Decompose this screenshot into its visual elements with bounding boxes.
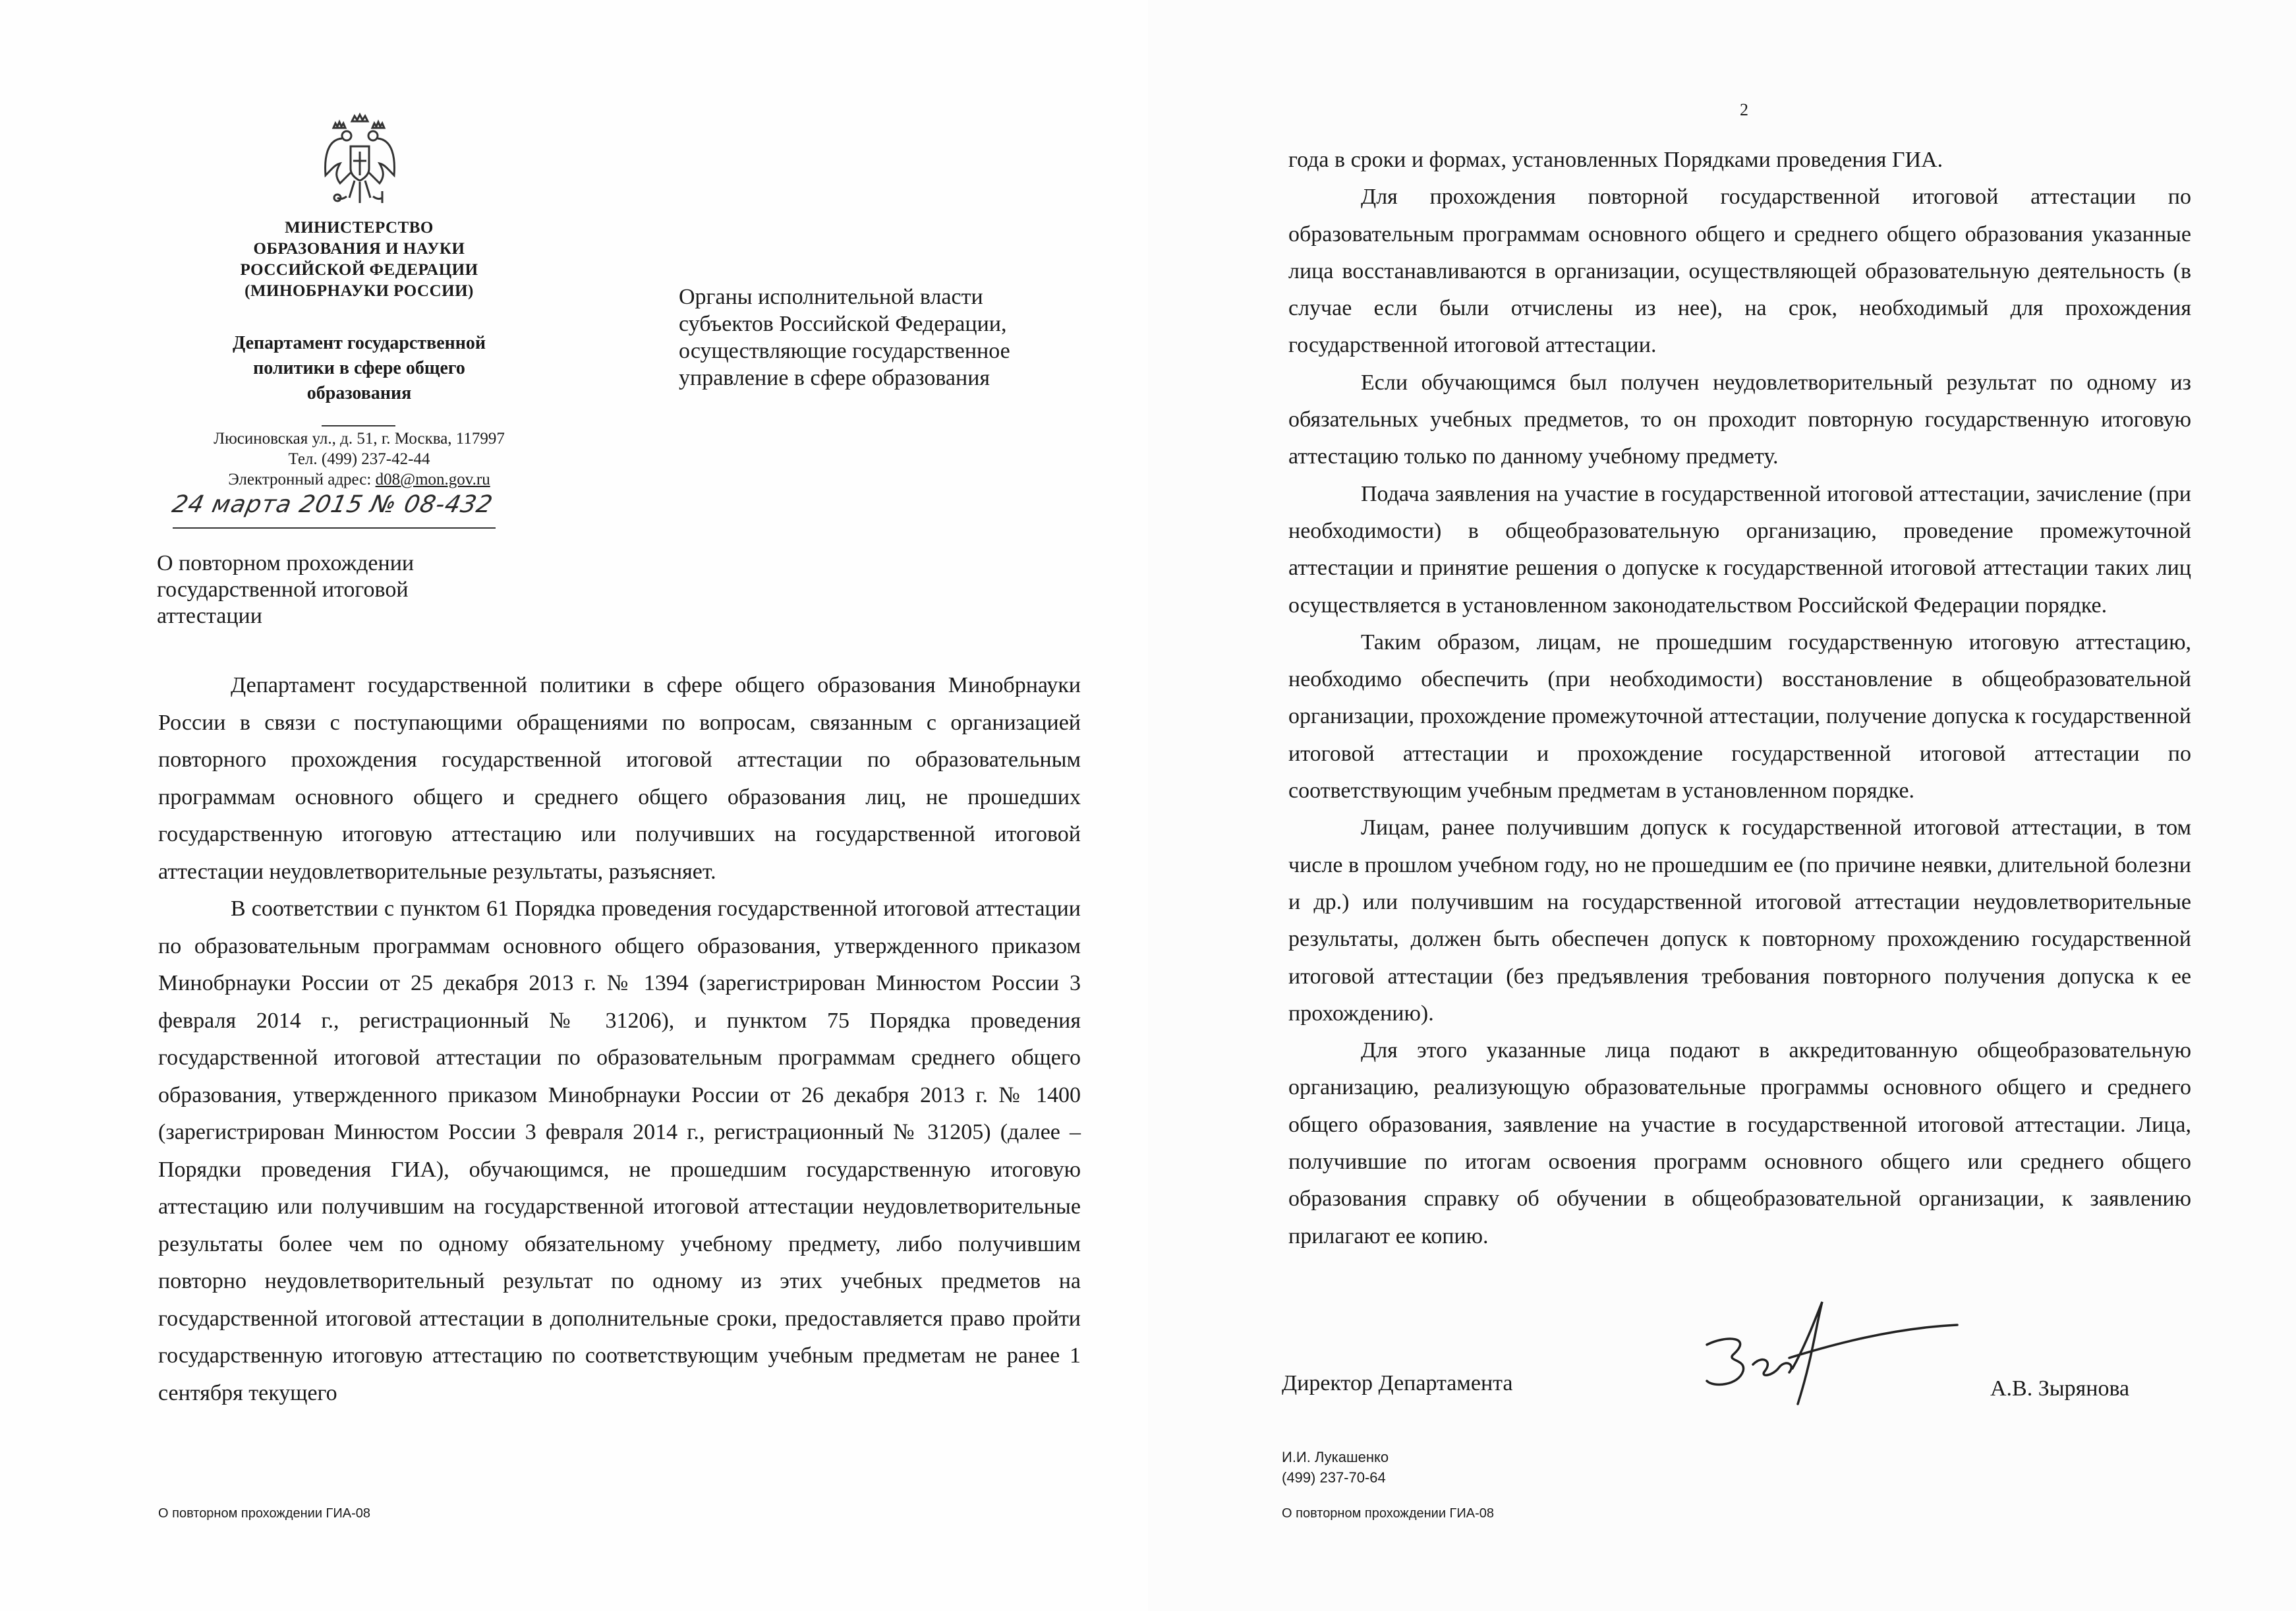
paragraph: В соответствии с пунктом 61 Порядка проведения государственной итоговой аттестации по образовательным программам основного общего образования, утвержденного приказом Минобрнауки России от 25 декабря 2013 г. № 1394 (зарегистрирован Минюстом России 3 февраля 2014 г., регистрационный № 31206), и пунктом 75 Порядка проведения государственной итоговой аттестации по образовательным программам среднего общего образования, утвержденного приказом Минобрнауки России от 26 декабря 2013 г. № 1400 (зарегистрирован Минюстом России 3 февраля 2014 г., регистрационный № 31205) (далее – Порядки проведения ГИА), обучающимся, не прошедшим государственную итоговую аттестацию или получившим на государственной итоговой аттестации неудовлетворительные результаты более чем по одному обязательному учебному предмету, либо получившим повторно неудовлетворительный результат по одному из этих учебных предметов на государственной итоговой аттестации в дополнительные сроки, предоставляется право пройти государственную итоговую аттестацию по соответствующим учебным предметам не ранее 1 сентября текущего [158, 896, 1081, 1405]
executor-name: И.И. Лукашенко [1282, 1449, 1389, 1465]
subject-line: аттестации [157, 604, 262, 628]
divider [322, 425, 395, 426]
paragraph: Лицам, ранее получившим допуск к государственной итоговой аттестации, в том числе в прошлом учебном году, но не прошедшим ее (по причине неявки, длительной болезни и др.) или получившим на государственной итоговой аттестации неудовлетворительные результаты, должен быть обеспечен допуск к повторному прохождению государственной итоговой аттестации (без предъявления требования повторного получения допуска к ее прохождению). [1288, 815, 2191, 1026]
recipient-line: осуществляющие государственное [679, 339, 1010, 363]
coat-of-arms-icon [320, 112, 399, 210]
recipient-line: Органы исполнительной власти [679, 285, 983, 309]
email-address: d08@mon.gov.ru [375, 471, 490, 488]
registration-handwritten: 24 марта 2015 № 08-432 [169, 491, 496, 518]
subject-line: О повторном прохождении [157, 551, 415, 575]
signatory-name: А.В. Зырянова [1990, 1376, 2130, 1401]
ministry-line: РОССИЙСКОЙ ФЕДЕРАЦИИ [240, 261, 478, 279]
contact-info [158, 428, 560, 490]
paragraph: Для этого указанные лица подают в аккредитованную общеобразовательную организацию, реализующую образовательные программы основного общего и среднего общего образования, заявление на участие в государственной итоговой аттестации. Лица, получившие по итогам освоения программ основного общего или среднего общего образования справку об обучении в общеобразовательной организации, к заявлению прилагают ее копию. [1288, 1038, 2191, 1248]
department-name [185, 331, 534, 406]
handwritten-signature-icon [1680, 1299, 1970, 1417]
phone: Тел. (499) 237-42-44 [288, 450, 430, 468]
letter-body-page-1 [158, 667, 1081, 1412]
ministry-line: (МИНОБРНАУКИ РОССИИ) [244, 282, 474, 300]
address: Люсиновская ул., д. 51, г. Москва, 117997 [214, 430, 505, 448]
paragraph: Если обучающимся был получен неудовлетворительный результат по одному из обязательных учебных предметов, то он проходит повторную государственную итоговую аттестацию только по данному учебному предмету. [1288, 370, 2191, 469]
registration-underline [173, 527, 496, 529]
signatory-title: Директор Департамента [1282, 1371, 1513, 1395]
department-line: образования [306, 383, 412, 403]
department-line: Департамент государственной [232, 333, 486, 353]
recipient-line: субъектов Российской Федерации, [679, 312, 1007, 336]
recipient-block [679, 283, 1114, 392]
paragraph-continuation: года в сроки и формах, установленных Порядками проведения ГИА. [1288, 148, 1943, 172]
department-line: политики в сфере общего [253, 358, 465, 378]
recipient-line: управление в сфере образования [679, 366, 990, 390]
executor-phone: (499) 237-70-64 [1282, 1469, 1386, 1486]
paragraph: Департамент государственной политики в сфере общего образования Минобрнауки России в связи с поступающими обращениями по вопросам, связанным с организацией повторного прохождения государственной итоговой аттестации по образовательным программам основного общего и среднего общего образования лиц, не прошедших государственную итоговую аттестацию или получивших на государственной итоговой аттестации неудовлетворительные результаты, разъясняет. [158, 673, 1081, 884]
letter-body-page-2 [1288, 142, 2191, 1255]
ministry-line: МИНИСТЕРСТВО [285, 219, 434, 237]
paragraph: Для прохождения повторной государственной итоговой аттестации по образовательным программам основного общего и среднего общего образования указанные лица восстанавливаются в организации, осуществляющей образовательную деятельность (в случае если были отчислены из нее), на срок, необходимый для прохождения государственной итоговой аттестации. [1288, 185, 2191, 358]
footer-note: О повторном прохождении ГИА-08 [1282, 1506, 1495, 1521]
paragraph: Таким образом, лицам, не прошедшим государственную итоговую аттестацию, необходимо обеспечить (при необходимости) восстановление в общеобразовательной организации, прохождение промежуточной аттестации, получение допуска к государственной итоговой аттестации и прохождение государственной итоговой аттестации по соответствующим учебным предметам в установленном порядке. [1288, 630, 2191, 804]
registration-line [169, 491, 496, 531]
ministry-name [191, 218, 527, 302]
page-number: 2 [1740, 100, 1748, 119]
executor-info [1282, 1447, 1389, 1488]
paragraph: Подача заявления на участие в государственной итоговой аттестации, зачисление (при необходимости) в общеобразовательную организацию, проведение промежуточной аттестации и принятие решения о допуске к государственной итоговой аттестации таких лиц осуществляется в установленном законодательством Российской Федерации порядке. [1288, 481, 2191, 618]
email-line [158, 469, 560, 490]
footer-note: О повторном прохождении ГИА-08 [158, 1506, 371, 1521]
email-label: Электронный адрес: [228, 471, 372, 488]
subject-line: государственной итоговой [157, 577, 409, 602]
letter-subject [157, 550, 500, 630]
ministry-line: ОБРАЗОВАНИЯ И НАУКИ [253, 240, 465, 258]
